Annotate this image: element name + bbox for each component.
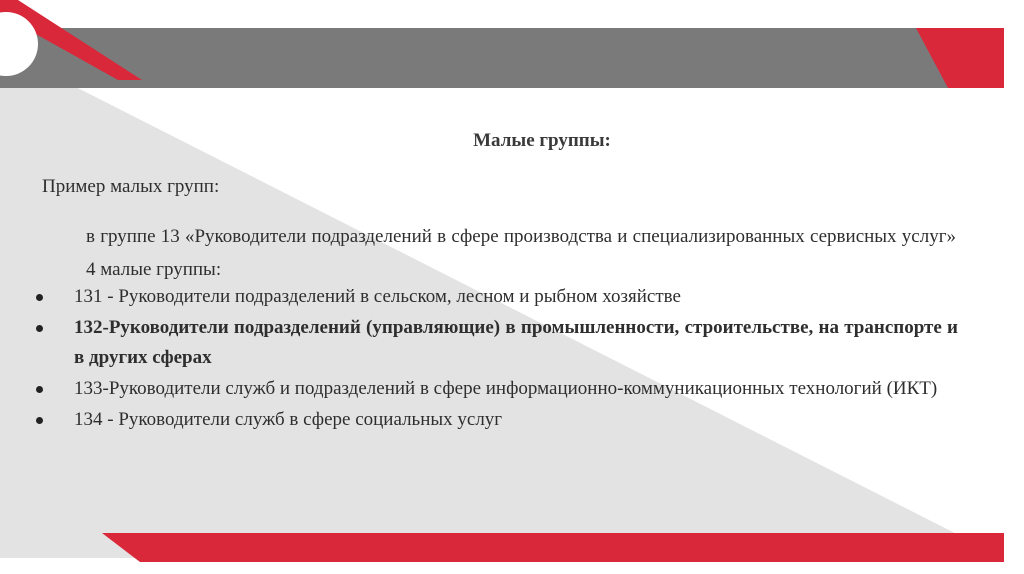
list-item-text: 134 - Руководители служб в сфере социальных услуг	[74, 409, 503, 430]
list-item	[30, 282, 958, 312]
list-item-text: 133-Руководители служб и подразделений в сфере информационно-коммуникационных технологий (ИКТ)	[74, 378, 938, 399]
list-item	[30, 405, 958, 435]
list-item-text: 132-Руководители подразделений (управляющие) в промышленности, строительстве, на транспорте и в других сферах	[74, 317, 958, 368]
slide-title: Малые группы:	[473, 130, 611, 151]
bullet-icon	[36, 417, 43, 424]
list-item	[30, 374, 958, 404]
list-item	[30, 313, 958, 373]
list-item-text: 131 - Руководители подразделений в сельском, лесном и рыбном хозяйстве	[74, 286, 681, 307]
bullet-list	[30, 282, 958, 436]
intro-text: в группе 13 «Руководители подразделений в сфере производства и специализированных сервисных услуг» 4 малые группы:	[86, 226, 956, 280]
slide-subtitle: Пример малых групп:	[42, 176, 220, 197]
bullet-icon	[36, 294, 43, 301]
bullet-icon	[36, 386, 43, 393]
bullet-icon	[36, 325, 43, 332]
